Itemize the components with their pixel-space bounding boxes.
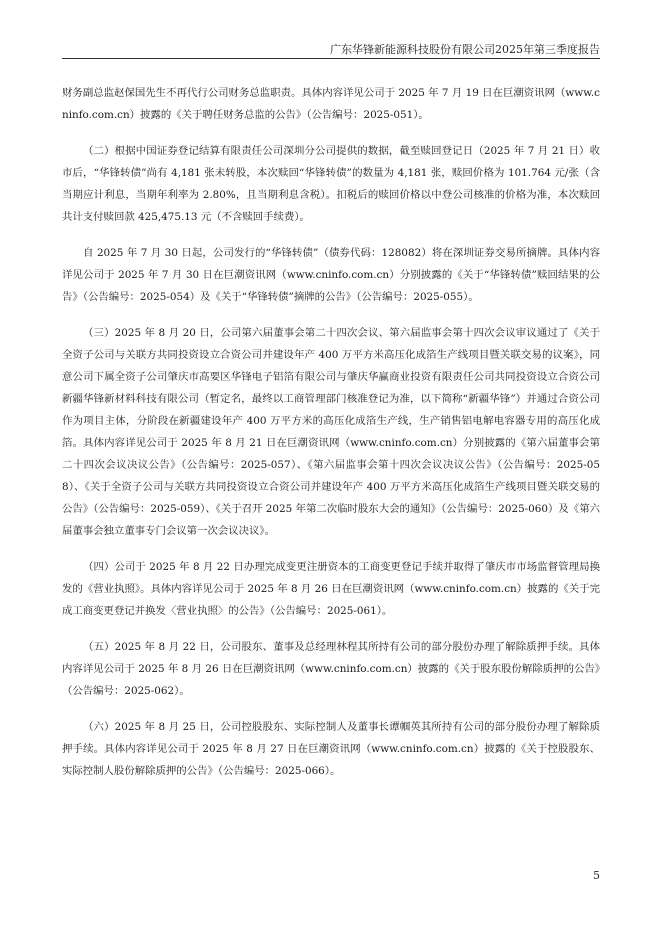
paragraph-controlling-shareholder-pledge-release: （六）2025 年 8 月 25 日，公司控股股东、实际控制人及董事长谭帼英其所持有公司的部分股份办理了解除质押手续。具体内容详见公司于 2025 年 8 月 27 日在巨潮资讯网（www.cninfo.com.cn）披露的《关于控股股东、实际控制人股份解除质押的公告》（公告编号：2025-066）。 xyxy=(62,721,600,777)
paragraph-business-license: （四）公司于 2025 年 8 月 22 日办理完成变更注册资本的工商变更登记手续并取得了肇庆市市场监督管理局换发的《营业执照》。具体内容详见公司于 2025 年 8 月 26 日在巨潮资讯网（www.cninfo.com.cn）披露的《关于完成工商变更登记并换发〈营业执照〉的公告》（公告编号：2025-061）。 xyxy=(62,561,600,617)
document-body xyxy=(62,82,600,796)
paragraph-convertible-bond-delisting: 自 2025 年 7 月 30 日起，公司发行的“华锋转债”（债券代码：128082）将在深圳证券交易所摘牌。具体内容详见公司于 2025 年 7 月 30 日在巨潮资讯网（www.cninfo.com.cn）分别披露的《关于“华锋转债”赎回结果的公告》（公告编号：2025-054）及《关于“华锋转债”摘牌的公告》（公告编号：2025-055）。 xyxy=(62,247,600,303)
paragraph-convertible-bond-redemption: （二）根据中国证券登记结算有限责任公司深圳分公司提供的数据，截至赎回登记日（2025 年 7 月 21 日）收市后，“华锋转债”尚有 4,181 张未转股，本次赎回“华锋转债”的数量为 4,181 张，赎回价格为 101.764 元/张（含当期应计利息，当期年利率为 2.80%，且当期利息含税）。扣税后的赎回价格以中登公司核准的价格为准，本次赎回共计支付赎回款 425,475.13 元（不含赎回手续费）。 xyxy=(62,145,600,223)
paragraph-joint-venture-investment: （三）2025 年 8 月 20 日，公司第六届董事会第二十四次会议、第六届监事会第十四次会议审议通过了《关于全资子公司与关联方共同投资设立合资公司并建设年产 400 万平方米高压化成箔生产线项目暨关联交易的议案》，同意公司下属全资子公司肇庆市高要区华锋电子铝箔有限公司与肇庆华赢商业投资有限责任公司共同投资设立合资公司新疆华锋新材料科技有限公司（暂定名，最终以工商管理部门核准登记为准，以下简称“新疆华锋”）并通过合资公司作为项目主体，分阶段在新疆建设年产 400 万平方米的高压化成箔生产线，生产销售铝电解电容器专用的高压化成箔。具体内容详见公司于 2025 年 8 月 21 日在巨潮资讯网（www.cninfo.com.cn）分别披露的《第六届董事会第二十四次会议决议公告》（公告编号：2025-057）、《第六届监事会第十四次会议决议公告》（公告编号：2025-058）、《关于全资子公司与关联方共同投资设立合资公司并建设年产 400 万平方米高压化成箔生产线项目暨关联交易的公告》（公告编号：2025-059）、《关于召开 2025 年第二次临时股东大会的通知》（公告编号：2025-060）及《第六届董事会独立董事专门会议第一次会议决议》。 xyxy=(62,327,600,537)
paragraph-finance-director: 财务副总监赵保国先生不再代行公司财务总监职责。具体内容详见公司于 2025 年 7 月 19 日在巨潮资讯网（www.cninfo.com.cn）披露的《关于聘任财务总监的公告》（公告编号：2025-051）。 xyxy=(62,87,600,121)
paragraph-shareholder-pledge-release: （五）2025 年 8 月 22 日，公司股东、董事及总经理林程其所持有公司的部分股份办理了解除质押手续。具体内容详见公司于 2025 年 8 月 26 日在巨潮资讯网（www.cninfo.com.cn）披露的《关于股东股份解除质押的公告》（公告编号：2025-062）。 xyxy=(62,641,600,697)
page-header xyxy=(62,40,600,59)
report-title-header: 广东华锋新能源科技股份有限公司2025年第三季度报告 xyxy=(330,43,600,56)
page-number: 5 xyxy=(593,869,600,882)
